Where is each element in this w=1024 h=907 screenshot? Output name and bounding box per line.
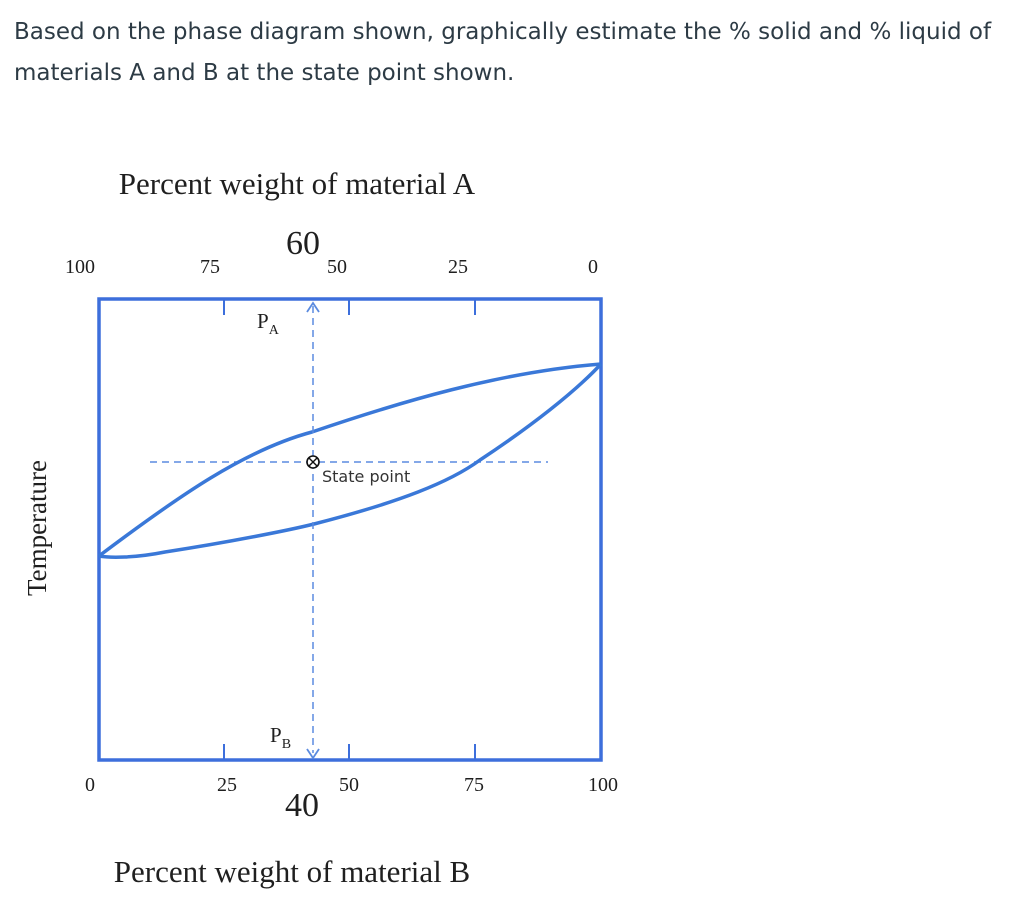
diagram-frame <box>99 299 601 760</box>
top-axis-title: Percent weight of material A <box>118 166 476 201</box>
pa-label: $P_A$ <box>257 309 279 338</box>
top-tick-label: 75 <box>200 256 220 278</box>
top-tick-label: 25 <box>448 256 468 278</box>
top-tick-label: 0 <box>588 256 598 278</box>
tick-marks <box>224 300 475 759</box>
bottom-tick-label: 50 <box>339 774 359 796</box>
solidus-curve <box>99 364 601 557</box>
question-text: Based on the phase diagram shown, graphically estimate the % solid and % liquid of materials A and B at the state point shown. <box>14 19 992 86</box>
top-highlight-value: 60 <box>286 225 320 262</box>
liquidus-curve <box>99 364 601 556</box>
top-tick-label: 50 <box>327 256 347 278</box>
bottom-tick-label: 25 <box>217 774 237 796</box>
bottom-highlight-value: 40 <box>285 787 319 824</box>
bottom-tick-label: 0 <box>85 774 95 796</box>
top-tick-label: 100 <box>65 256 95 278</box>
state-point-marker-icon <box>307 456 319 468</box>
y-axis-title: Temperature <box>22 459 52 597</box>
state-point-label: State point <box>322 467 411 486</box>
bottom-tick-label: 100 <box>588 774 618 796</box>
pb-label: $P_B$ <box>270 723 292 752</box>
bottom-axis-title: Percent weight of material B <box>113 854 471 889</box>
bottom-tick-label: 75 <box>464 774 484 796</box>
